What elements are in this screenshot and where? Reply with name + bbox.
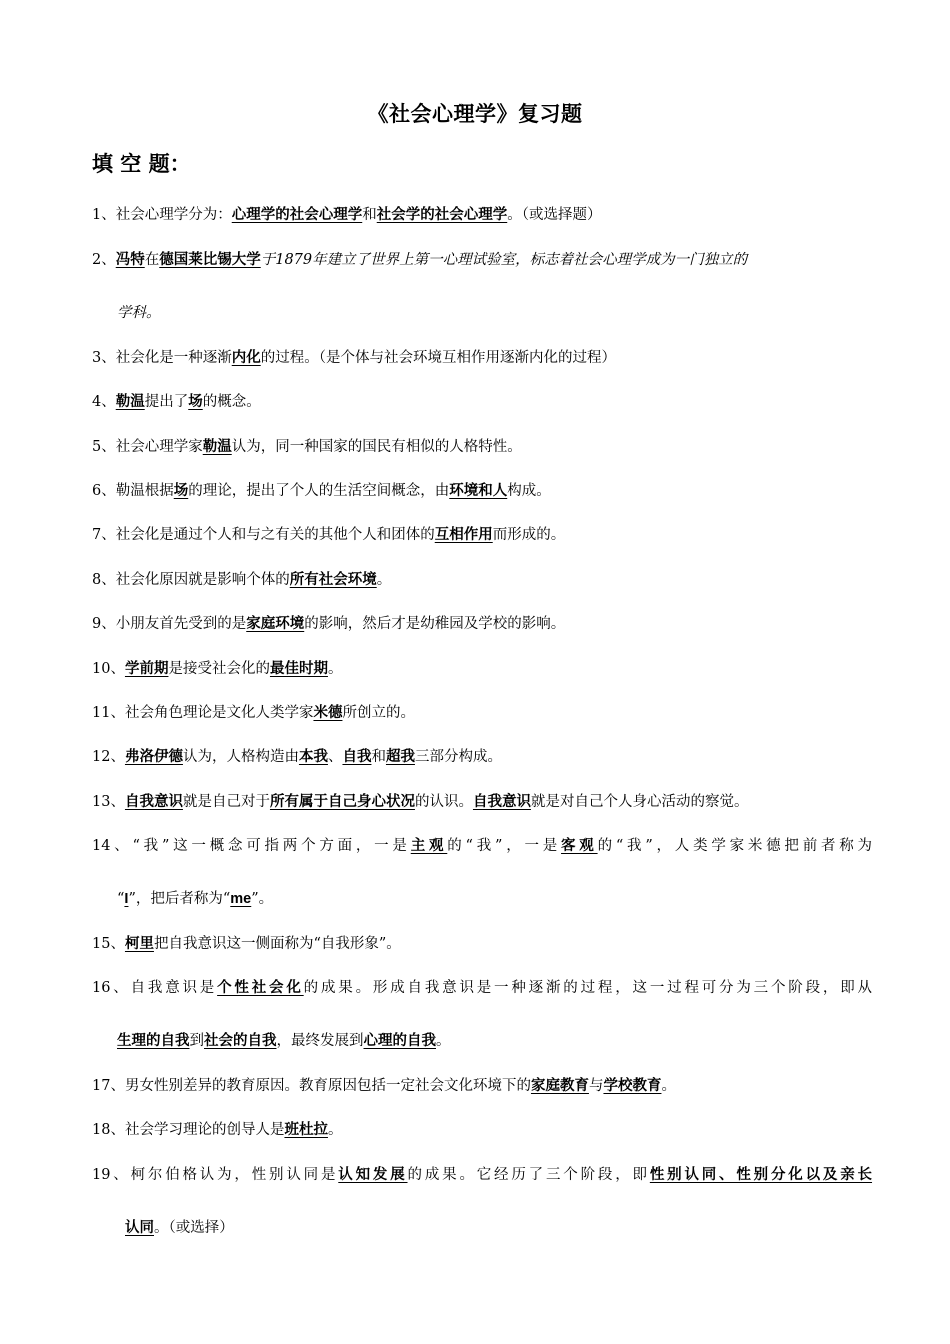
question-6: 6、勒温根据场的理论，提出了个人的生活空间概念，由环境和人构成。 <box>92 482 551 499</box>
question-2-continued: 学科。 <box>117 305 161 321</box>
question-19: 19、柯尔伯格认为，性别认同是认知发展的成果。它经历了三个阶段，即性别认同、性别分化以及亲长 <box>92 1166 873 1183</box>
question-5: 5、社会心理学家勒温认为，同一种国家的国民有相似的人格特性。 <box>92 438 522 455</box>
question-2: 2、冯特在德国莱比锡大学于1879年建立了世界上第一心理试验室，标志着社会心理学成为一门独立的 <box>92 251 748 268</box>
question-14-continued: “I”，把后者称为“me”。 <box>117 891 274 907</box>
question-16: 16、自我意识是个性社会化的成果。形成自我意识是一种逐渐的过程，这一过程可分为三个阶段，即从 <box>92 979 873 996</box>
question-9: 9、小朋友首先受到的是家庭环境的影响，然后才是幼稚园及学校的影响。 <box>92 615 566 632</box>
question-1: 1、社会心理学分为：心理学的社会心理学和社会学的社会心理学。（或选择题） <box>92 206 602 223</box>
question-3: 3、社会化是一种逐渐内化的过程。（是个体与社会环境互相作用逐渐内化的过程） <box>92 349 616 366</box>
question-14: 14、“我”这一概念可指两个方面，一是主观的“我”，一是客观的“我”，人类学家米德把前者称为 <box>92 837 873 854</box>
page-title: 《社会心理学》复习题 <box>367 101 583 126</box>
question-4: 4、勒温提出了场的概念。 <box>92 393 261 410</box>
question-18: 18、社会学习理论的创导人是班杜拉。 <box>92 1121 343 1138</box>
question-7: 7、社会化是通过个人和与之有关的其他个人和团体的互相作用而形成的。 <box>92 526 566 543</box>
question-10: 10、学前期是接受社会化的最佳时期。 <box>92 660 343 677</box>
section-heading: 填 空 题： <box>92 151 191 176</box>
question-17: 17、男女性别差异的教育原因。教育原因包括一定社会文化环境下的家庭教育与学校教育。 <box>92 1077 676 1094</box>
question-16-continued: 生理的自我到社会的自我，最终发展到心理的自我。 <box>117 1032 451 1049</box>
question-13: 13、自我意识就是自己对于所有属于自己身心状况的认识。自我意识就是对自己个人身心活动的察觉。 <box>92 793 749 810</box>
question-19-continued: 认同。（或选择） <box>125 1219 234 1236</box>
question-8: 8、社会化原因就是影响个体的所有社会环境。 <box>92 571 392 588</box>
question-11: 11、社会角色理论是文化人类学家米德所创立的。 <box>92 704 415 721</box>
question-15: 15、柯里把自我意识这一侧面称为“自我形象”。 <box>92 935 401 952</box>
question-12: 12、弗洛伊德认为，人格构造由本我、自我和超我三部分构成。 <box>92 748 502 765</box>
